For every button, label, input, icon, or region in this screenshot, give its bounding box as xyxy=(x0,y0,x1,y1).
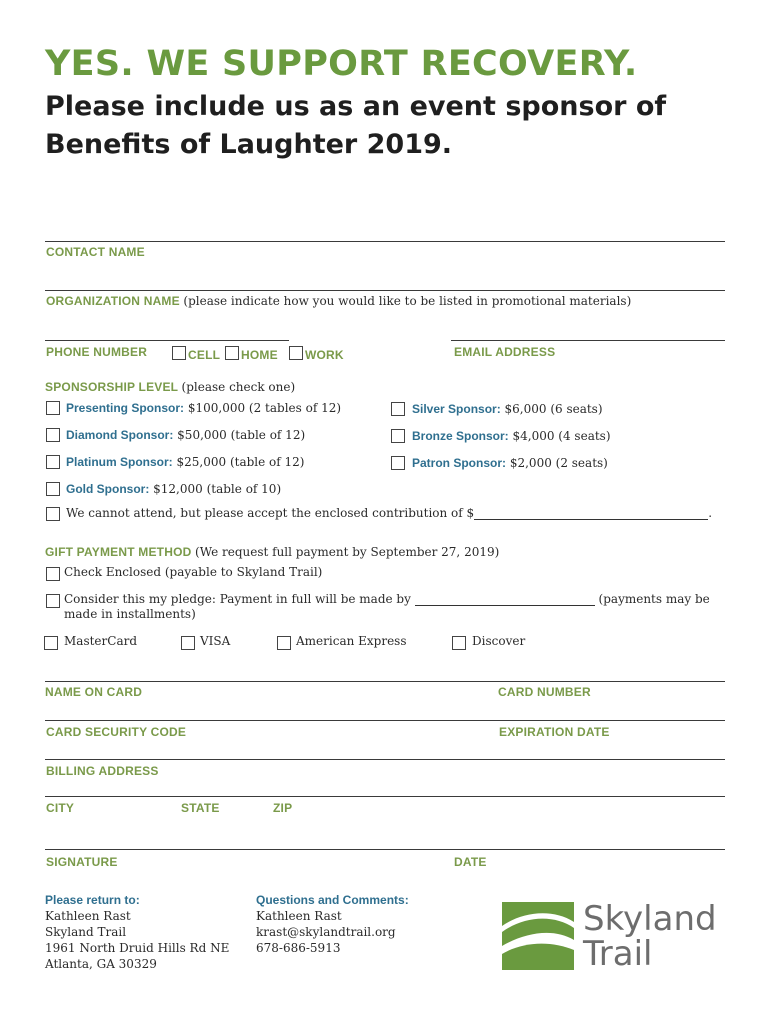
card-security-code-label: CARD SECURITY CODE xyxy=(46,725,187,739)
phone-home-checkbox[interactable] xyxy=(225,346,239,360)
questions-block xyxy=(256,892,409,956)
pledge-text: Consider this my pledge: Payment in full will be made by xyxy=(64,592,411,606)
gold-sponsor-name: Gold Sponsor: xyxy=(66,482,150,496)
return-line: 1961 North Druid Hills Rd NE xyxy=(45,941,230,955)
american-express-label: American Express xyxy=(296,634,407,648)
card-number-label: CARD NUMBER xyxy=(498,685,591,699)
signature-line[interactable] xyxy=(45,849,725,850)
platinum-sponsor-detail: $25,000 (table of 12) xyxy=(176,455,305,469)
mastercard-checkbox[interactable] xyxy=(44,636,58,650)
phone-number-label: PHONE NUMBER xyxy=(46,345,148,359)
check-enclosed-label: Check Enclosed (payable to Skyland Trail) xyxy=(64,565,323,579)
sponsorship-level-label: SPONSORSHIP LEVEL xyxy=(45,380,178,394)
check-enclosed-checkbox[interactable] xyxy=(46,567,60,581)
expiration-date-label: EXPIRATION DATE xyxy=(499,725,610,739)
return-line: Kathleen Rast xyxy=(45,909,131,923)
security-code-line[interactable] xyxy=(45,720,725,721)
return-to-heading: Please return to: xyxy=(45,893,140,907)
phone-cell-label: CELL xyxy=(188,348,221,362)
sponsorship-level-note: (please check one) xyxy=(181,380,296,394)
visa-label: VISA xyxy=(200,634,231,648)
silver-sponsor-option xyxy=(412,402,603,416)
contribution-text: We cannot attend, but please accept the enclosed contribution of $ xyxy=(66,506,475,520)
silver-sponsor-name: Silver Sponsor: xyxy=(412,402,501,416)
return-to-block xyxy=(45,892,229,972)
organization-name-line[interactable] xyxy=(45,290,725,291)
subtitle-line-2: Benefits of Laughter 2019. xyxy=(45,129,453,160)
presenting-sponsor-name: Presenting Sponsor: xyxy=(66,401,185,415)
contact-name-label: CONTACT NAME xyxy=(46,245,145,259)
pledge-checkbox[interactable] xyxy=(46,594,60,608)
questions-line: 678-686-5913 xyxy=(256,941,341,955)
billing-address-line[interactable] xyxy=(45,759,725,760)
phone-work-label: WORK xyxy=(305,348,344,362)
signature-label: SIGNATURE xyxy=(46,855,118,869)
organization-name-note: (please indicate how you would like to be listed in promotional materials) xyxy=(183,294,632,308)
patron-sponsor-option xyxy=(412,456,608,470)
email-address-line[interactable] xyxy=(451,340,725,341)
discover-checkbox[interactable] xyxy=(452,636,466,650)
pledge-line-2: made in installments) xyxy=(64,607,196,621)
patron-sponsor-detail: $2,000 (2 seats) xyxy=(509,456,608,470)
contribution-checkbox[interactable] xyxy=(46,507,60,521)
phone-number-line[interactable] xyxy=(45,340,289,341)
silver-sponsor-detail: $6,000 (6 seats) xyxy=(504,402,603,416)
date-label: DATE xyxy=(454,855,487,869)
logo-text-trail: Trail xyxy=(583,934,653,974)
diamond-sponsor-checkbox[interactable] xyxy=(46,428,60,442)
organization-name-text: ORGANIZATION NAME xyxy=(46,294,180,308)
logo-text-skyland: Skyland xyxy=(583,899,717,939)
gift-payment-heading xyxy=(45,545,499,559)
presenting-sponsor-checkbox[interactable] xyxy=(46,401,60,415)
pledge-after-text: (payments may be xyxy=(598,592,710,606)
phone-work-checkbox[interactable] xyxy=(289,346,303,360)
contribution-period: . xyxy=(708,506,713,520)
sponsorship-level-heading xyxy=(45,380,295,394)
gold-sponsor-checkbox[interactable] xyxy=(46,482,60,496)
questions-line: Kathleen Rast xyxy=(256,909,342,923)
bronze-sponsor-detail: $4,000 (4 seats) xyxy=(512,429,611,443)
page-subtitle xyxy=(45,88,745,164)
questions-email-link[interactable]: krast@skylandtrail.org xyxy=(256,925,396,939)
gold-sponsor-option xyxy=(66,482,281,496)
platinum-sponsor-checkbox[interactable] xyxy=(46,455,60,469)
platinum-sponsor-name: Platinum Sponsor: xyxy=(66,455,173,469)
pledge-line-1 xyxy=(64,592,710,606)
discover-label: Discover xyxy=(472,634,526,648)
gift-payment-label: GIFT PAYMENT METHOD xyxy=(45,545,192,559)
contact-name-line[interactable] xyxy=(45,241,725,242)
billing-address-label: BILLING ADDRESS xyxy=(46,764,159,778)
zip-label: ZIP xyxy=(273,801,293,815)
return-line: Atlanta, GA 30329 xyxy=(45,957,157,971)
city-label: CITY xyxy=(46,801,75,815)
mastercard-label: MasterCard xyxy=(64,634,138,648)
diamond-sponsor-detail: $50,000 (table of 12) xyxy=(177,428,306,442)
visa-checkbox[interactable] xyxy=(181,636,195,650)
bronze-sponsor-option xyxy=(412,429,611,443)
name-on-card-label: NAME ON CARD xyxy=(45,685,143,699)
return-line: Skyland Trail xyxy=(45,925,127,939)
diamond-sponsor-name: Diamond Sponsor: xyxy=(66,428,174,442)
presenting-sponsor-option xyxy=(66,401,341,415)
patron-sponsor-checkbox[interactable] xyxy=(391,456,405,470)
contribution-amount-blank[interactable] xyxy=(474,507,708,520)
pledge-date-blank[interactable] xyxy=(415,593,595,606)
email-address-label: EMAIL ADDRESS xyxy=(454,345,556,359)
contribution-option xyxy=(66,506,712,520)
organization-name-label xyxy=(46,294,631,308)
presenting-sponsor-detail: $100,000 (2 tables of 12) xyxy=(187,401,342,415)
bronze-sponsor-checkbox[interactable] xyxy=(391,429,405,443)
gift-payment-note: (We request full payment by September 27, 2019) xyxy=(195,545,500,559)
questions-heading: Questions and Comments: xyxy=(256,893,409,907)
city-state-zip-line[interactable] xyxy=(45,796,725,797)
name-on-card-line[interactable] xyxy=(45,681,725,682)
subtitle-line-1: Please include us as an event sponsor of xyxy=(45,91,667,122)
gold-sponsor-detail: $12,000 (table of 10) xyxy=(153,482,282,496)
patron-sponsor-name: Patron Sponsor: xyxy=(412,456,507,470)
skyland-trail-logo-icon xyxy=(502,902,574,970)
american-express-checkbox[interactable] xyxy=(277,636,291,650)
diamond-sponsor-option xyxy=(66,428,305,442)
phone-home-label: HOME xyxy=(241,348,278,362)
bronze-sponsor-name: Bronze Sponsor: xyxy=(412,429,509,443)
page-title: YES. WE SUPPORT RECOVERY. xyxy=(45,44,638,84)
silver-sponsor-checkbox[interactable] xyxy=(391,402,405,416)
state-label: STATE xyxy=(181,801,220,815)
phone-cell-checkbox[interactable] xyxy=(172,346,186,360)
platinum-sponsor-option xyxy=(66,455,304,469)
